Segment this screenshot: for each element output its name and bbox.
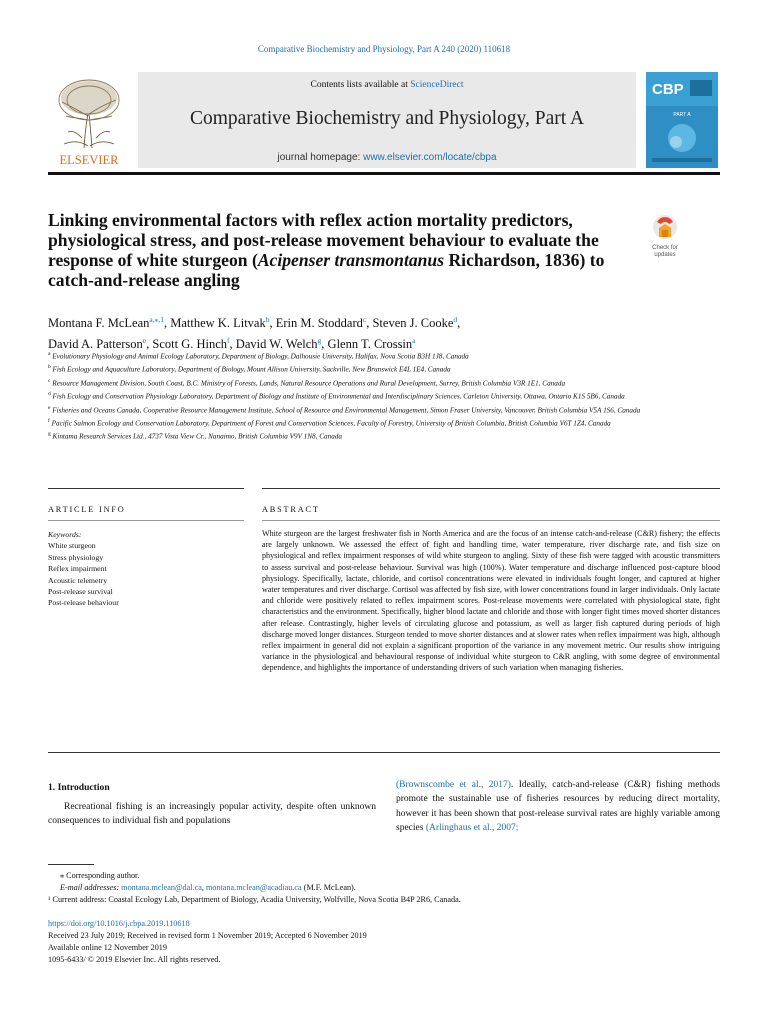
email-link[interactable]: montana.mclean@dal.ca xyxy=(121,883,202,892)
article-meta xyxy=(48,918,720,966)
citation-link[interactable]: (Brownscombe et al., 2017) xyxy=(396,780,511,790)
author[interactable]: Montana F. McLean$^{a,⁎,1}$ xyxy=(48,315,164,331)
svg-text:CBP: CBP xyxy=(652,81,684,98)
affiliation: $^g$ Kintama Research Services Ltd., 4737 Vista View Cr., Nanaimo, British Columbia V9V 1N8, Canada xyxy=(48,431,342,441)
current-address-note: ¹ Current address: Coastal Ecology Lab, Department of Biology, Acadia University, Wolfville, Nova Scotia B4P 2R6, Canada. xyxy=(48,895,461,904)
keyword: Stress physiology xyxy=(48,552,104,562)
author[interactable]: David A. Patterson$^e$ xyxy=(48,336,147,352)
keywords-block xyxy=(48,529,244,609)
author[interactable]: Matthew K. Litvak$^b$ xyxy=(170,315,270,331)
abstract-heading: ABSTRACT xyxy=(262,505,320,514)
abstract-rule xyxy=(262,488,720,489)
header-rule xyxy=(48,172,720,175)
journal-homepage-link[interactable]: www.elsevier.com/locate/cbpa xyxy=(363,152,497,163)
corresponding-author-note: ⁎ Corresponding author. xyxy=(60,871,140,880)
keywords-label: Keywords: xyxy=(48,530,82,539)
check-updates-line1: Check for xyxy=(652,245,678,251)
affiliation: $^c$ Resource Management Division, South Coast, B.C. Ministry of Forests, Lands, Natural Resource Operations and Rural Development, Surrey, British Columbia V3R 1E1, Canada xyxy=(48,377,566,388)
title-species-name: Acipenser transmontanus xyxy=(257,250,445,270)
article-info-heading: ARTICLE INFO xyxy=(48,505,126,514)
citation-link[interactable]: (Arlinghaus et al., 2007; xyxy=(425,823,519,834)
homepage-line xyxy=(138,152,636,163)
article-info-rule xyxy=(48,488,244,489)
journal-cover-image[interactable] xyxy=(646,72,718,168)
keyword: Acoustic telemetry xyxy=(48,575,108,585)
affiliation: $^e$ Fisheries and Oceans Canada, Cooperative Resource Management Institute, School of Resource and Environmental Management, Simon Fraser University, Vancouver, British Columbia V5A 1S6, Canada xyxy=(48,404,641,414)
journal-name: Comparative Biochemistry and Physiology, Part A xyxy=(189,108,585,129)
keyword: Post-release survival xyxy=(48,587,113,597)
email-note: E-mail addresses: montana.mclean@dal.ca, montana.mclean@acadiau.ca (M.F. McLean). xyxy=(60,883,356,892)
affiliation: $^b$ Fish Ecology and Aquaculture Laboratory, Department of Biology, Mount Allison University, Sackville, New Brunswick E4L 1E4, Canada xyxy=(48,364,451,374)
keyword: Post-release behaviour xyxy=(48,598,119,608)
article-title xyxy=(48,210,638,290)
affiliations xyxy=(48,349,720,443)
abstract-subrule xyxy=(262,520,720,521)
contents-line xyxy=(138,80,636,90)
check-for-updates-button[interactable] xyxy=(646,212,684,260)
affiliation: $^a$ Evolutionary Physiology and Animal Ecology Laboratory, Department of Biology, Dalhousie University, Halifax, Nova Scotia B3H 1J8, Canada xyxy=(48,351,469,361)
check-updates-line2: updates xyxy=(654,252,676,258)
author[interactable]: Glenn T. Crossin$^a$ xyxy=(327,336,416,352)
keyword: White sturgeon xyxy=(48,541,96,551)
introduction-heading: 1. Introduction xyxy=(48,782,110,793)
author[interactable]: David W. Welch$^g$ xyxy=(235,336,322,352)
author-list: Montana F. McLean$^{a,⁎,1}$, Matthew K. Litvak$^b$, Erin M. Stoddard$^c$, Steven J. Cooke$^d$, David A. Patterson$^e$, Scott G. Hinch$^f$, David W. Welch$^g$, Glenn T. Crossin$^a$ xyxy=(48,315,461,352)
elsevier-logo xyxy=(48,72,130,168)
copyright: 1095-6433/ © 2019 Elsevier Inc. All rights reserved. xyxy=(48,955,221,964)
journal-citation[interactable]: Comparative Biochemistry and Physiology, Part A 240 (2020) 110618 xyxy=(257,44,511,54)
keyword: Reflex impairment xyxy=(48,564,107,574)
abstract-text: White sturgeon are the largest freshwater fish in North America and are the focus of an intense catch-and-release (C&R) fishery; the effects are largely unknown. We assessed the effect of fight and handling time, water temperature, river discharge rate, and fish size on physiological and reflex impairment responses of wild white sturgeon to angling. Sixty of these fish were tagged with acoustic transmitters to assess survival and post-release behaviour. Survival was high (100%). Water temperature and discharge influenced post-capture blood physiology. Specifically, lactate, chloride, and cortisol concentrations were elevated in individuals fought longer, and captured at higher water temperatures and river discharge. Cortisol was affected by fish size, with lower concentrations found in larger individuals. Only lactate and chloride were positively related to reflex impairment scores. Post-release movements were correlated with physiological state, fight characteristics and the environment. Specifically, higher blood lactate and chloride and those with longer fight times moved shorter distances after release. Contrastingly, higher levels of circulating glucose and potassium, as well as larger fish captured during periods of high discharge moved longer distances. Sturgeon tended to move shorter distances and at slower rates when reflex impairment was high, although reflex impairment in general did not explain a significant proportion of the variance in any movement metric. Our results show intriguing variance in the physiological and behavioural response of individual white sturgeon to C&R angling, with some degree of environmental dependence, and highlights the importance of understanding drivers of such variation when managing fisheries. xyxy=(262,529,720,673)
received-dates: Received 23 July 2019; Received in revised form 1 November 2019; Accepted 6 November 2019 xyxy=(48,931,367,940)
title-part-1: Linking environmental factors with reflex action mortality predictors, physiological stress, and post-release movement behaviour to evaluate the response of white sturgeon ( xyxy=(48,210,599,270)
svg-text:ELSEVIER: ELSEVIER xyxy=(59,153,119,167)
introduction-column-1: Recreational fishing is an increasingly popular activity, despite often unknown consequences to individual fish and populations xyxy=(48,802,376,827)
footnotes xyxy=(48,870,720,906)
footnote-rule xyxy=(48,864,94,865)
available-online: Available online 12 November 2019 xyxy=(48,943,167,952)
abstract-bottom-rule xyxy=(48,752,720,753)
article-info-subrule xyxy=(48,520,244,521)
introduction-column-2: (Brownscombe et al., 2017). Ideally, catch-and-release (C&R) fishing methods promote the sustainable use of fisheries resources by reducing direct mortality, however it has been shown that post-release survival rates are highly variable among species (Arlinghaus et al., 2007; xyxy=(396,780,721,834)
doi-link[interactable]: https://doi.org/10.1016/j.cbpa.2019.110618 xyxy=(48,919,190,928)
affiliation: $^d$ Fish Ecology and Conservation Physiology Laboratory, Department of Biology and Institute of Environmental and Interdisciplinary Sciences, Carleton University, Ottawa, Ontario K1S 5B6, Canada xyxy=(48,391,625,401)
homepage-prefix: journal homepage: xyxy=(277,152,364,163)
affiliation: $^f$ Pacific Salmon Ecology and Conservation Laboratory, Department of Forest and Conservation Sciences, Faculty of Forestry, University of British Columbia, British Columbia V6T 1Z4, Canada xyxy=(48,417,611,428)
author[interactable]: Steven J. Cooke$^d$ xyxy=(372,315,458,331)
svg-text:PART A: PART A xyxy=(673,112,691,118)
email-link[interactable]: montana.mclean@acadiau.ca xyxy=(205,883,302,892)
sciencedirect-link[interactable]: ScienceDirect xyxy=(410,80,464,90)
author[interactable]: Scott G. Hinch$^f$ xyxy=(152,336,230,352)
title-part-2: Richardson, 1836) to catch-and-release angling xyxy=(48,250,605,290)
author[interactable]: Erin M. Stoddard$^c$ xyxy=(275,315,367,331)
contents-prefix: Contents lists available at xyxy=(310,80,411,90)
